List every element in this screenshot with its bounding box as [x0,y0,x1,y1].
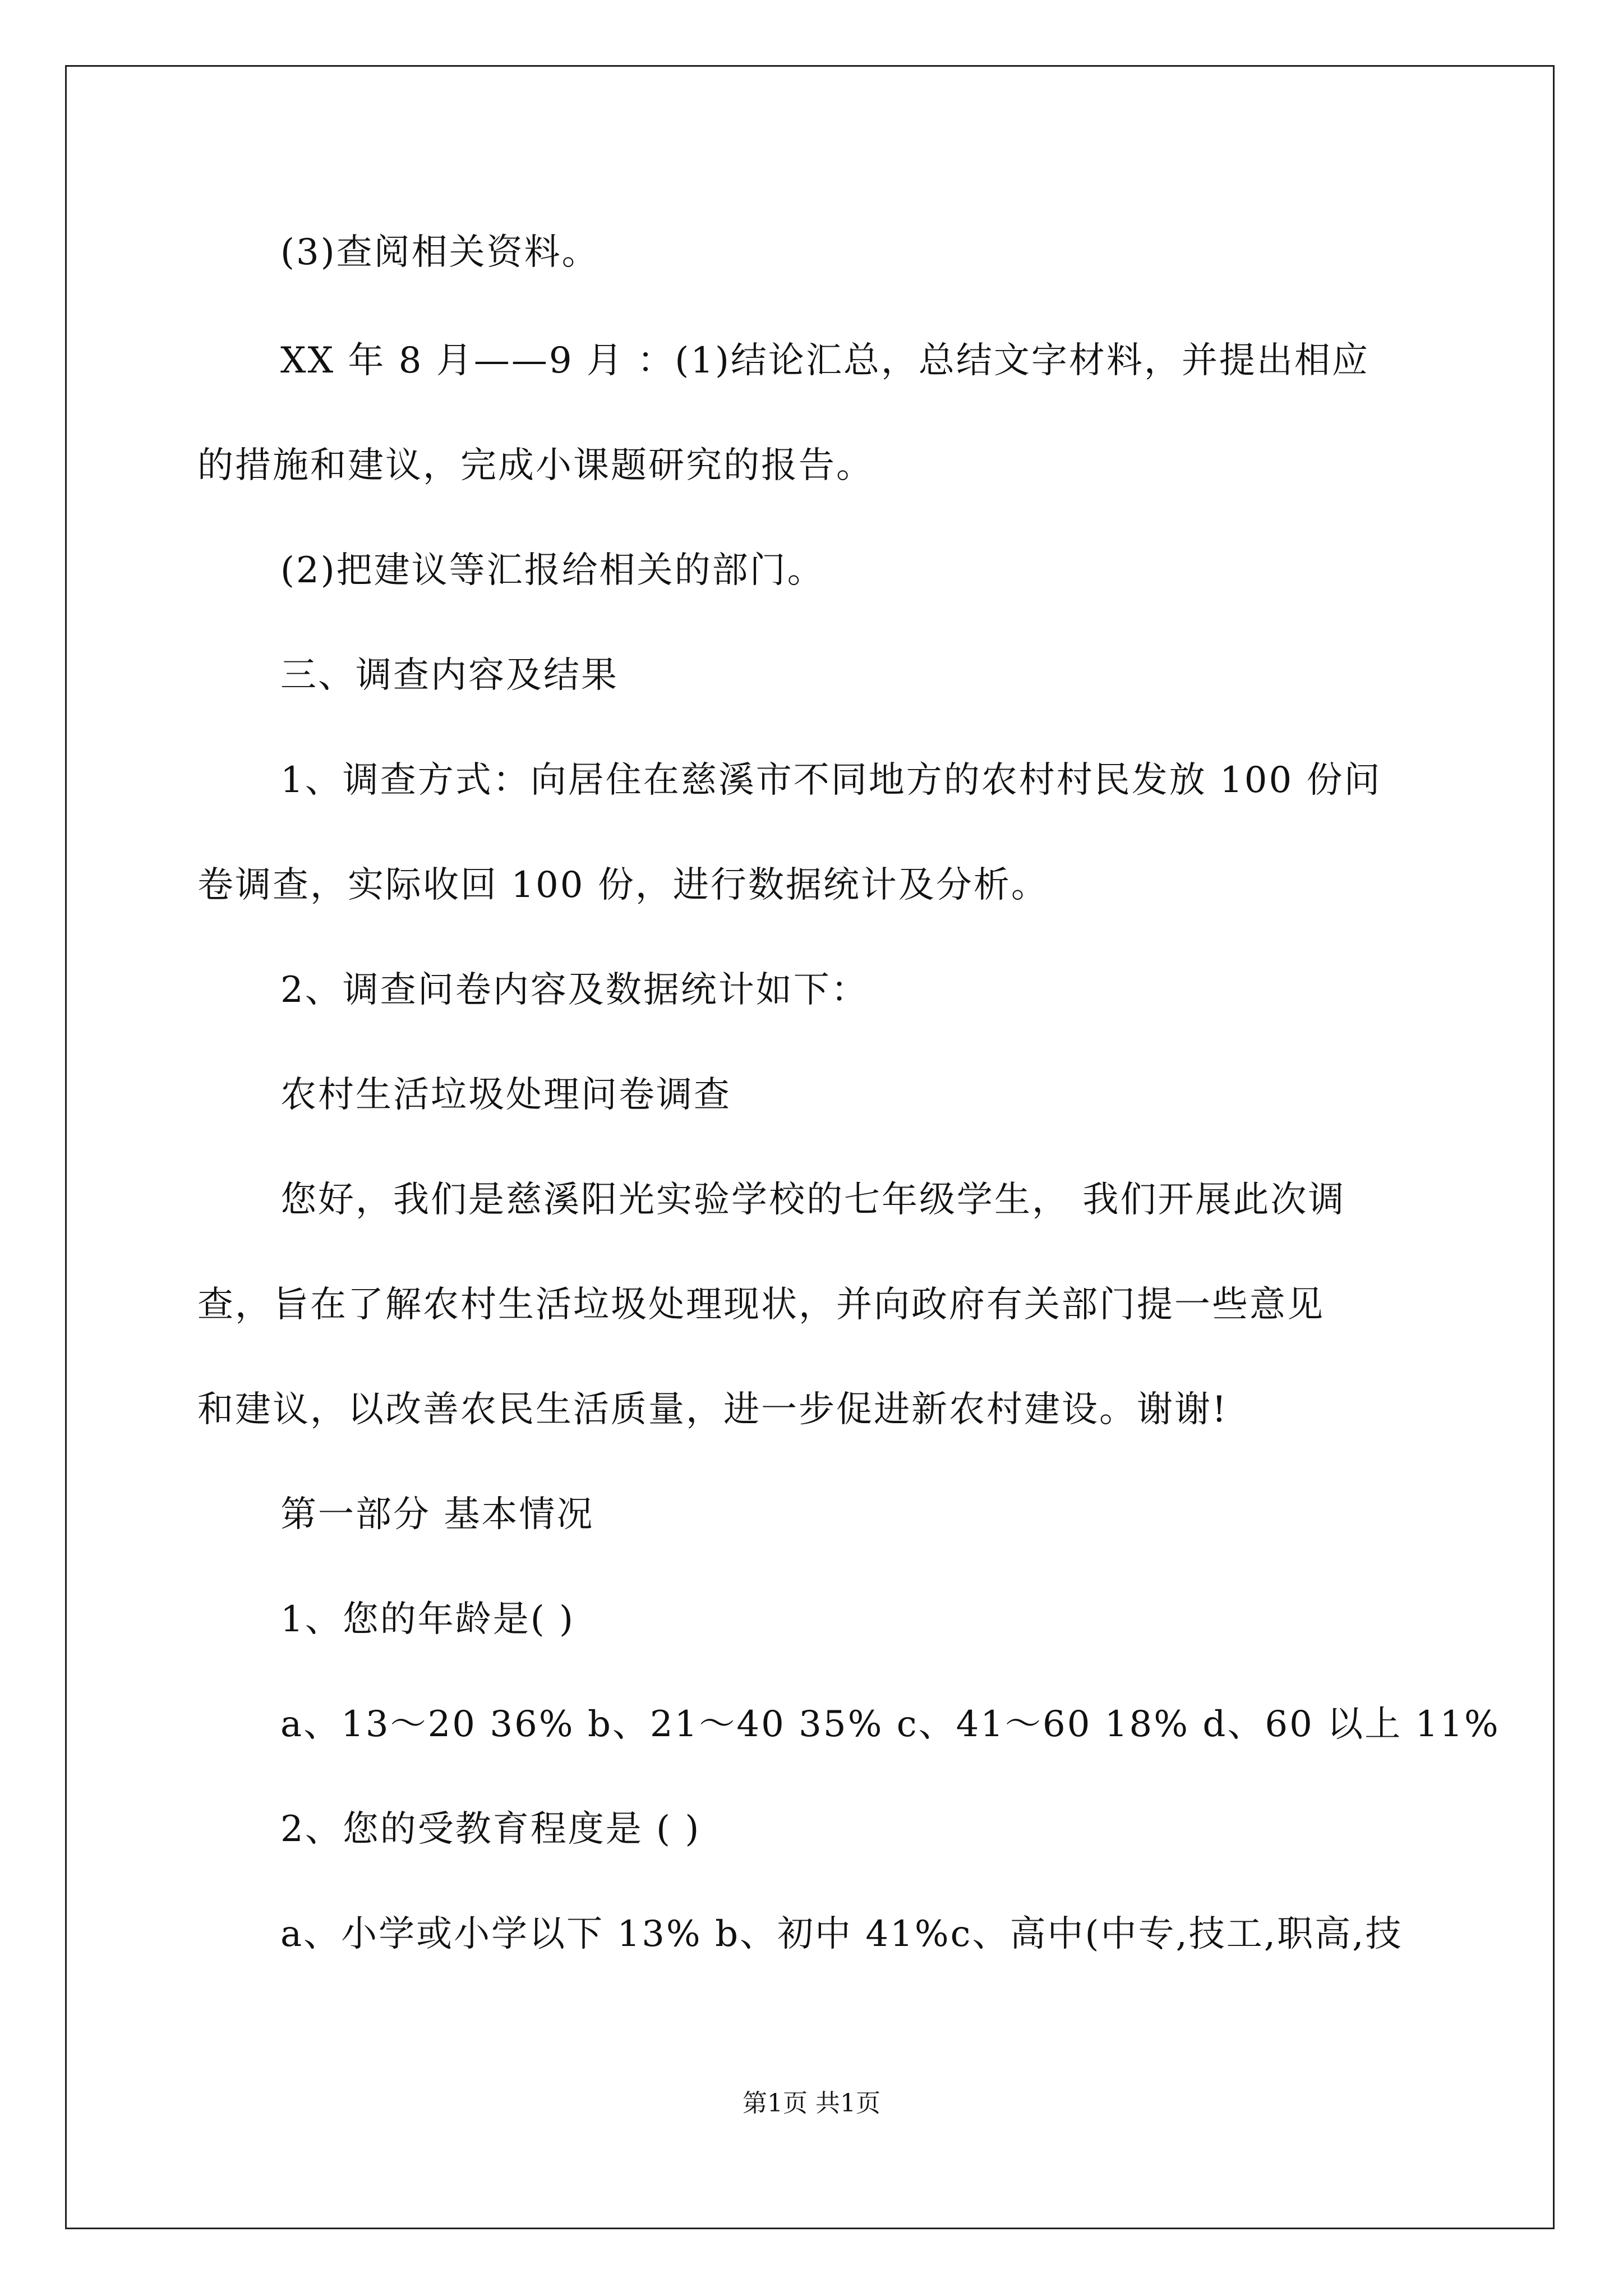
text-line: (3)查阅相关资料。 [280,232,600,273]
text-line: XX 年 8 月——9 月 ：(1)结论汇总，总结文字材料，并提出相应 [280,340,1370,381]
text-line: 查，旨在了解农村生活垃圾处理现状，并向政府有关部门提一些意见 [197,1284,1325,1326]
text-line: 和建议，以改善农民生活质量，进一步促进新农村建设。谢谢! [197,1389,1228,1430]
part-heading: 第一部分 基本情况 [280,1494,594,1535]
text-line: 1、调查方式：向居住在慈溪市不同地方的农村村民发放 100 份问 [280,760,1382,801]
question: 2、您的受教育程度是 ( ) [280,1809,701,1850]
question: 1、您的年龄是( ) [280,1599,575,1640]
text-line: 卷调查，实际收回 100 份，进行数据统计及分析。 [197,864,1049,906]
page-border [65,65,1555,2229]
survey-title: 农村生活垃圾处理问卷调查 [280,1074,731,1116]
page-footer: 第1页 共1页 [743,2089,880,2118]
text-line: (2)把建议等汇报给相关的部门。 [280,550,825,591]
text-line: 2、调查问卷内容及数据统计如下： [280,969,869,1011]
text-line: 的措施和建议，完成小课题研究的报告。 [197,445,874,486]
answer-options: a、13～20 36% b、21～40 35% c、41～60 18% d、60 以上 11% [280,1704,1500,1745]
text-line: 您好，我们是慈溪阳光实验学校的七年级学生， 我们开展此次调 [280,1179,1346,1221]
section-heading: 三、调查内容及结果 [280,655,619,696]
answer-options: a、小学或小学以下 13% b、初中 41%c、高中(中专,技工,职高,技 [280,1913,1403,1955]
